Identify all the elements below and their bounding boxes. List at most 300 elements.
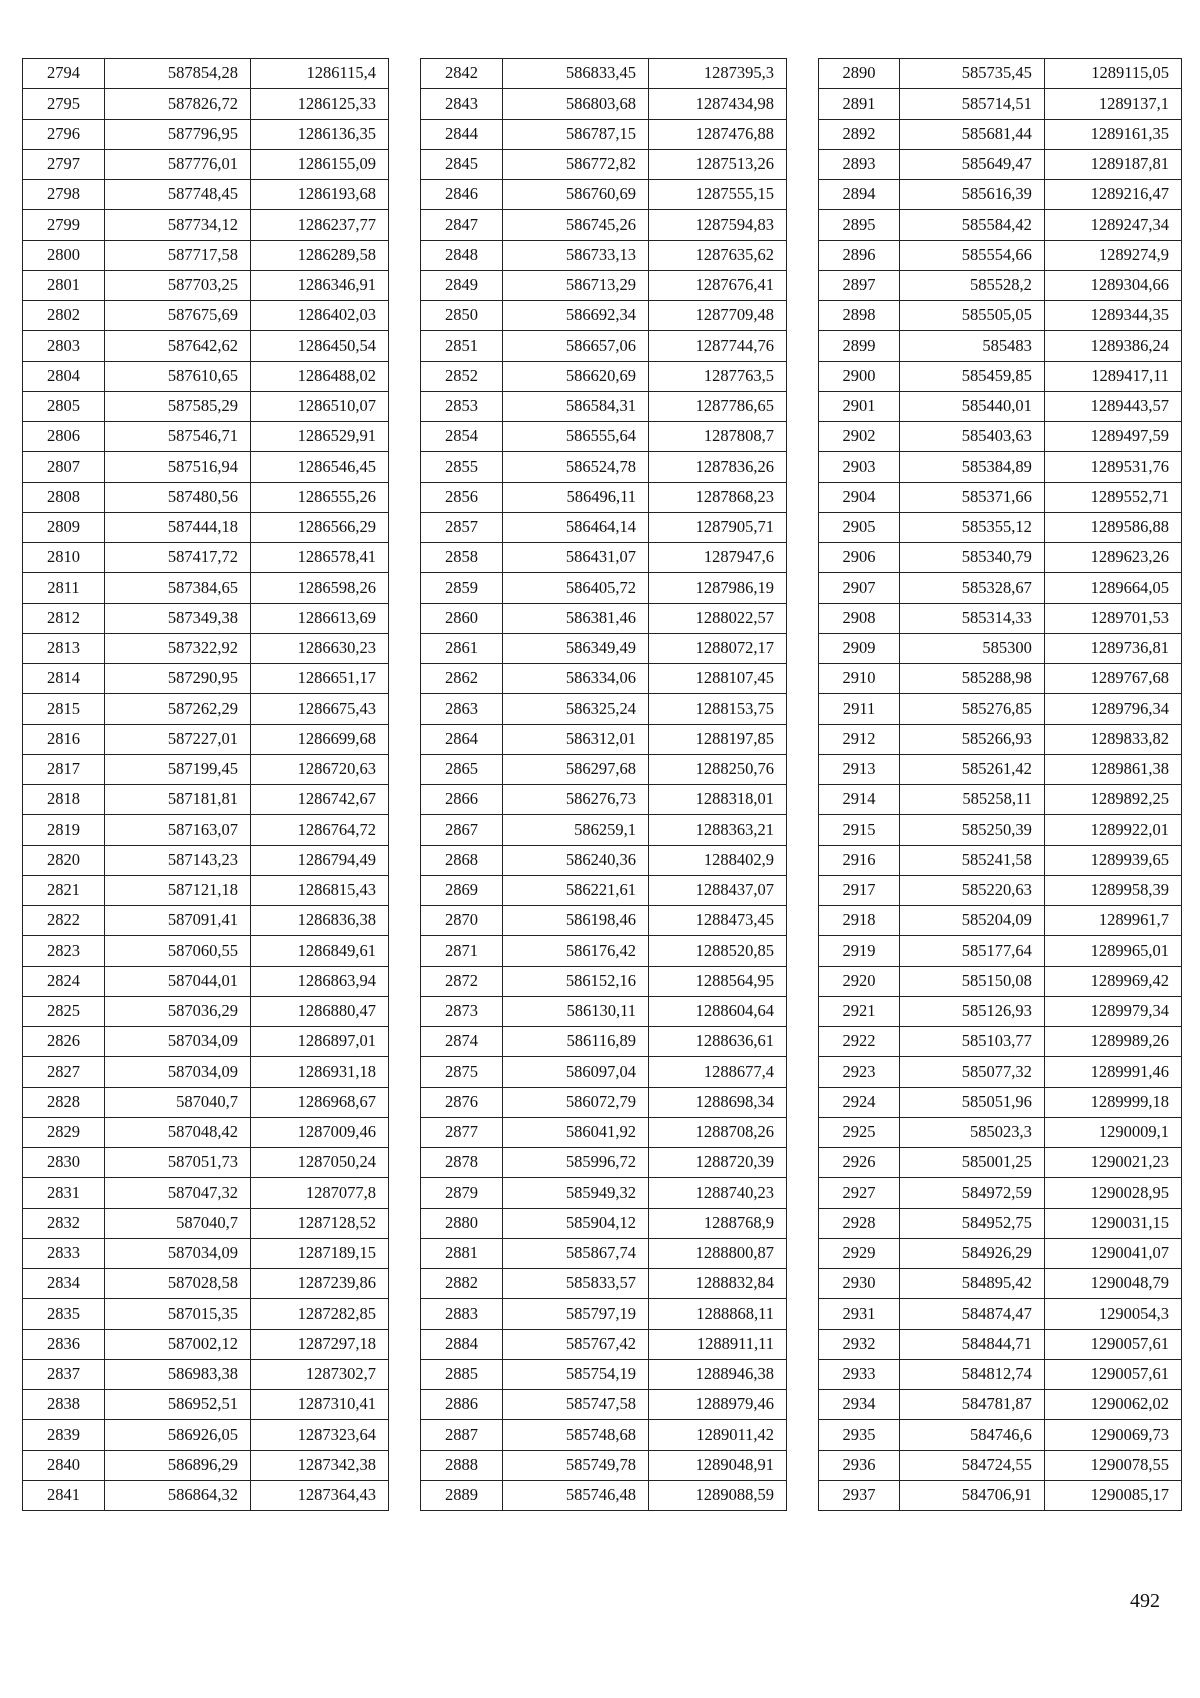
x-coordinate-cell: 587854,28: [105, 59, 251, 89]
point-number-cell: 2821: [23, 875, 105, 905]
y-coordinate-cell: 1290069,73: [1044, 1420, 1181, 1450]
x-coordinate-cell: 585371,66: [900, 482, 1045, 512]
y-coordinate-cell: 1289833,82: [1044, 724, 1181, 754]
table-row: [819, 482, 1182, 512]
x-coordinate-cell: 585749,78: [503, 1450, 649, 1480]
y-coordinate-cell: 1288022,57: [649, 603, 787, 633]
table-row: [421, 754, 787, 784]
point-number-cell: 2875: [421, 1057, 503, 1087]
table-row: [421, 1087, 787, 1117]
point-number-cell: 2870: [421, 906, 503, 936]
x-coordinate-cell: 584874,47: [900, 1299, 1045, 1329]
table-row: [421, 1450, 787, 1480]
x-coordinate-cell: 585754,19: [503, 1359, 649, 1389]
x-coordinate-cell: 585328,67: [900, 573, 1045, 603]
x-coordinate-cell: 584952,75: [900, 1208, 1045, 1238]
x-coordinate-cell: 585767,42: [503, 1329, 649, 1359]
table-row: [421, 331, 787, 361]
point-number-cell: 2910: [819, 664, 900, 694]
y-coordinate-cell: 1289531,76: [1044, 452, 1181, 482]
y-coordinate-cell: 1288250,76: [649, 754, 787, 784]
point-number-cell: 2814: [23, 664, 105, 694]
x-coordinate-cell: 585258,11: [900, 785, 1045, 815]
y-coordinate-cell: 1287476,88: [649, 119, 787, 149]
point-number-cell: 2895: [819, 210, 900, 240]
table-row: [819, 512, 1182, 542]
table-row: [421, 543, 787, 573]
point-number-cell: 2858: [421, 543, 503, 573]
x-coordinate-cell: 585747,58: [503, 1390, 649, 1420]
x-coordinate-cell: 585528,2: [900, 270, 1045, 300]
y-coordinate-cell: 1287050,24: [251, 1148, 389, 1178]
x-coordinate-cell: 586349,49: [503, 633, 649, 663]
y-coordinate-cell: 1289344,35: [1044, 301, 1181, 331]
y-coordinate-cell: 1286630,23: [251, 633, 389, 663]
x-coordinate-cell: 587610,65: [105, 361, 251, 391]
point-number-cell: 2873: [421, 996, 503, 1026]
point-number-cell: 2831: [23, 1178, 105, 1208]
y-coordinate-cell: 1288720,39: [649, 1148, 787, 1178]
point-number-cell: 2818: [23, 785, 105, 815]
point-number-cell: 2897: [819, 270, 900, 300]
table-row: [819, 180, 1182, 210]
y-coordinate-cell: 1287635,62: [649, 240, 787, 270]
table-row: [819, 210, 1182, 240]
x-coordinate-cell: 585220,63: [900, 875, 1045, 905]
y-coordinate-cell: 1287282,85: [251, 1299, 389, 1329]
y-coordinate-cell: 1286555,26: [251, 482, 389, 512]
table-row: [819, 996, 1182, 1026]
point-number-cell: 2878: [421, 1148, 503, 1178]
x-coordinate-cell: 587048,42: [105, 1117, 251, 1147]
point-number-cell: 2820: [23, 845, 105, 875]
x-coordinate-cell: 586152,16: [503, 966, 649, 996]
y-coordinate-cell: 1287189,15: [251, 1238, 389, 1268]
table-row: [23, 1480, 389, 1510]
x-coordinate-cell: 587028,58: [105, 1269, 251, 1299]
point-number-cell: 2839: [23, 1420, 105, 1450]
x-coordinate-cell: 585949,32: [503, 1178, 649, 1208]
point-number-cell: 2885: [421, 1359, 503, 1389]
x-coordinate-cell: 585403,63: [900, 422, 1045, 452]
point-number-cell: 2796: [23, 119, 105, 149]
y-coordinate-cell: 1287009,46: [251, 1117, 389, 1147]
y-coordinate-cell: 1286115,4: [251, 59, 389, 89]
table-row: [819, 270, 1182, 300]
point-number-cell: 2828: [23, 1087, 105, 1117]
x-coordinate-cell: 587349,38: [105, 603, 251, 633]
x-coordinate-cell: 585150,08: [900, 966, 1045, 996]
x-coordinate-cell: 585051,96: [900, 1087, 1045, 1117]
x-coordinate-cell: 586198,46: [503, 906, 649, 936]
table-row: [819, 1148, 1182, 1178]
point-number-cell: 2853: [421, 391, 503, 421]
point-number-cell: 2923: [819, 1057, 900, 1087]
x-coordinate-cell: 585177,64: [900, 936, 1045, 966]
x-coordinate-cell: 585649,47: [900, 149, 1045, 179]
point-number-cell: 2864: [421, 724, 503, 754]
y-coordinate-cell: 1289552,71: [1044, 482, 1181, 512]
table-row: [23, 936, 389, 966]
y-coordinate-cell: 1288800,87: [649, 1238, 787, 1268]
table-row: [421, 694, 787, 724]
point-number-cell: 2898: [819, 301, 900, 331]
x-coordinate-cell: 586926,05: [105, 1420, 251, 1450]
point-number-cell: 2920: [819, 966, 900, 996]
x-coordinate-cell: 587703,25: [105, 270, 251, 300]
x-coordinate-cell: 587002,12: [105, 1329, 251, 1359]
y-coordinate-cell: 1286346,91: [251, 270, 389, 300]
point-number-cell: 2794: [23, 59, 105, 89]
x-coordinate-cell: 586431,07: [503, 543, 649, 573]
point-number-cell: 2937: [819, 1480, 900, 1510]
y-coordinate-cell: 1289417,11: [1044, 361, 1181, 391]
table-row: [819, 573, 1182, 603]
point-number-cell: 2863: [421, 694, 503, 724]
point-number-cell: 2907: [819, 573, 900, 603]
table-row: [23, 1420, 389, 1450]
point-number-cell: 2887: [421, 1420, 503, 1450]
x-coordinate-cell: 587044,01: [105, 966, 251, 996]
point-number-cell: 2842: [421, 59, 503, 89]
point-number-cell: 2892: [819, 119, 900, 149]
x-coordinate-cell: 584812,74: [900, 1359, 1045, 1389]
point-number-cell: 2824: [23, 966, 105, 996]
point-number-cell: 2800: [23, 240, 105, 270]
point-number-cell: 2902: [819, 422, 900, 452]
point-number-cell: 2865: [421, 754, 503, 784]
y-coordinate-cell: 1289922,01: [1044, 815, 1181, 845]
table-row: [819, 906, 1182, 936]
table-row: [819, 633, 1182, 663]
y-coordinate-cell: 1286193,68: [251, 180, 389, 210]
table-row: [819, 694, 1182, 724]
point-number-cell: 2893: [819, 149, 900, 179]
x-coordinate-cell: 585867,74: [503, 1238, 649, 1268]
table-row: [819, 1208, 1182, 1238]
point-number-cell: 2925: [819, 1117, 900, 1147]
y-coordinate-cell: 1288363,21: [649, 815, 787, 845]
x-coordinate-cell: 585554,66: [900, 240, 1045, 270]
point-number-cell: 2827: [23, 1057, 105, 1087]
point-number-cell: 2884: [421, 1329, 503, 1359]
point-number-cell: 2834: [23, 1269, 105, 1299]
point-number-cell: 2855: [421, 452, 503, 482]
y-coordinate-cell: 1288740,23: [649, 1178, 787, 1208]
y-coordinate-cell: 1286578,41: [251, 543, 389, 573]
y-coordinate-cell: 1290085,17: [1044, 1480, 1181, 1510]
table-row: [421, 1329, 787, 1359]
y-coordinate-cell: 1286510,07: [251, 391, 389, 421]
table-row: [421, 1299, 787, 1329]
table-row: [421, 906, 787, 936]
table-row: [23, 845, 389, 875]
point-number-cell: 2927: [819, 1178, 900, 1208]
table-row: [421, 1238, 787, 1268]
point-number-cell: 2888: [421, 1450, 503, 1480]
table-row: [23, 1299, 389, 1329]
y-coordinate-cell: 1288153,75: [649, 694, 787, 724]
table-row: [819, 1450, 1182, 1480]
x-coordinate-cell: 587776,01: [105, 149, 251, 179]
x-coordinate-cell: 584781,87: [900, 1390, 1045, 1420]
x-coordinate-cell: 587227,01: [105, 724, 251, 754]
x-coordinate-cell: 585483: [900, 331, 1045, 361]
point-number-cell: 2841: [23, 1480, 105, 1510]
table-row: [421, 422, 787, 452]
point-number-cell: 2901: [819, 391, 900, 421]
y-coordinate-cell: 1288197,85: [649, 724, 787, 754]
point-number-cell: 2838: [23, 1390, 105, 1420]
y-coordinate-cell: 1289011,42: [649, 1420, 787, 1450]
y-coordinate-cell: 1289048,91: [649, 1450, 787, 1480]
y-coordinate-cell: 1286880,47: [251, 996, 389, 1026]
x-coordinate-cell: 584844,71: [900, 1329, 1045, 1359]
y-coordinate-cell: 1289586,88: [1044, 512, 1181, 542]
x-coordinate-cell: 584972,59: [900, 1178, 1045, 1208]
x-coordinate-cell: 585241,58: [900, 845, 1045, 875]
table-row: [819, 1117, 1182, 1147]
point-number-cell: 2900: [819, 361, 900, 391]
x-coordinate-cell: 587826,72: [105, 89, 251, 119]
x-coordinate-cell: 586041,92: [503, 1117, 649, 1147]
coordinate-tables: [22, 58, 1182, 1576]
x-coordinate-cell: 585505,05: [900, 301, 1045, 331]
x-coordinate-cell: 586405,72: [503, 573, 649, 603]
x-coordinate-cell: 587181,81: [105, 785, 251, 815]
y-coordinate-cell: 1289161,35: [1044, 119, 1181, 149]
point-number-cell: 2914: [819, 785, 900, 815]
point-number-cell: 2913: [819, 754, 900, 784]
x-coordinate-cell: 587051,73: [105, 1148, 251, 1178]
point-number-cell: 2879: [421, 1178, 503, 1208]
table-row: [819, 240, 1182, 270]
point-number-cell: 2846: [421, 180, 503, 210]
point-number-cell: 2904: [819, 482, 900, 512]
x-coordinate-cell: 585833,57: [503, 1269, 649, 1299]
point-number-cell: 2857: [421, 512, 503, 542]
x-coordinate-cell: 585735,45: [900, 59, 1045, 89]
x-coordinate-cell: 586116,89: [503, 1027, 649, 1057]
point-number-cell: 2908: [819, 603, 900, 633]
y-coordinate-cell: 1286402,03: [251, 301, 389, 331]
x-coordinate-cell: 585584,42: [900, 210, 1045, 240]
y-coordinate-cell: 1288520,85: [649, 936, 787, 966]
point-number-cell: 2932: [819, 1329, 900, 1359]
x-coordinate-cell: 586325,24: [503, 694, 649, 724]
y-coordinate-cell: 1287808,7: [649, 422, 787, 452]
coordinate-table-2: [420, 58, 787, 1511]
table-row: [23, 1117, 389, 1147]
x-coordinate-cell: 585340,79: [900, 543, 1045, 573]
y-coordinate-cell: 1288402,9: [649, 845, 787, 875]
y-coordinate-cell: 1289115,05: [1044, 59, 1181, 89]
y-coordinate-cell: 1286742,67: [251, 785, 389, 815]
x-coordinate-cell: 587748,45: [105, 180, 251, 210]
table-row: [819, 966, 1182, 996]
x-coordinate-cell: 587034,09: [105, 1238, 251, 1268]
x-coordinate-cell: 587717,58: [105, 240, 251, 270]
table-row: [421, 1027, 787, 1057]
table-row: [421, 664, 787, 694]
x-coordinate-cell: 585746,48: [503, 1480, 649, 1510]
y-coordinate-cell: 1289088,59: [649, 1480, 787, 1510]
point-number-cell: 2871: [421, 936, 503, 966]
point-number-cell: 2822: [23, 906, 105, 936]
table-row: [421, 785, 787, 815]
x-coordinate-cell: 586787,15: [503, 119, 649, 149]
y-coordinate-cell: 1288677,4: [649, 1057, 787, 1087]
point-number-cell: 2819: [23, 815, 105, 845]
y-coordinate-cell: 1290057,61: [1044, 1329, 1181, 1359]
y-coordinate-cell: 1286849,61: [251, 936, 389, 966]
y-coordinate-cell: 1287947,6: [649, 543, 787, 573]
x-coordinate-cell: 586760,69: [503, 180, 649, 210]
x-coordinate-cell: 585300: [900, 633, 1045, 663]
x-coordinate-cell: 587585,29: [105, 391, 251, 421]
table-row: [421, 815, 787, 845]
table-row: [819, 301, 1182, 331]
y-coordinate-cell: 1290078,55: [1044, 1450, 1181, 1480]
x-coordinate-cell: 587015,35: [105, 1299, 251, 1329]
point-number-cell: 2906: [819, 543, 900, 573]
y-coordinate-cell: 1289137,1: [1044, 89, 1181, 119]
point-number-cell: 2823: [23, 936, 105, 966]
y-coordinate-cell: 1287323,64: [251, 1420, 389, 1450]
x-coordinate-cell: 586952,51: [105, 1390, 251, 1420]
table-row: [819, 754, 1182, 784]
table-row: [23, 996, 389, 1026]
y-coordinate-cell: 1287594,83: [649, 210, 787, 240]
table-row: [819, 875, 1182, 905]
x-coordinate-cell: 587796,95: [105, 119, 251, 149]
y-coordinate-cell: 1288768,9: [649, 1208, 787, 1238]
x-coordinate-cell: 586584,31: [503, 391, 649, 421]
point-number-cell: 2829: [23, 1117, 105, 1147]
x-coordinate-cell: 586072,79: [503, 1087, 649, 1117]
x-coordinate-cell: 585904,12: [503, 1208, 649, 1238]
x-coordinate-cell: 587163,07: [105, 815, 251, 845]
point-number-cell: 2882: [421, 1269, 503, 1299]
point-number-cell: 2924: [819, 1087, 900, 1117]
point-number-cell: 2804: [23, 361, 105, 391]
x-coordinate-cell: 586983,38: [105, 1359, 251, 1389]
y-coordinate-cell: 1288473,45: [649, 906, 787, 936]
x-coordinate-cell: 585276,85: [900, 694, 1045, 724]
point-number-cell: 2830: [23, 1148, 105, 1178]
table-row: [23, 633, 389, 663]
table-row: [819, 543, 1182, 573]
point-number-cell: 2835: [23, 1299, 105, 1329]
point-number-cell: 2921: [819, 996, 900, 1026]
point-number-cell: 2866: [421, 785, 503, 815]
table-row: [819, 845, 1182, 875]
point-number-cell: 2808: [23, 482, 105, 512]
y-coordinate-cell: 1289999,18: [1044, 1087, 1181, 1117]
x-coordinate-cell: 585204,09: [900, 906, 1045, 936]
x-coordinate-cell: 586381,46: [503, 603, 649, 633]
y-coordinate-cell: 1287395,3: [649, 59, 787, 89]
point-number-cell: 2915: [819, 815, 900, 845]
y-coordinate-cell: 1287786,65: [649, 391, 787, 421]
y-coordinate-cell: 1287763,5: [649, 361, 787, 391]
table-row: [421, 391, 787, 421]
table-row: [421, 1057, 787, 1087]
table-row: [23, 482, 389, 512]
point-number-cell: 2877: [421, 1117, 503, 1147]
y-coordinate-cell: 1289247,34: [1044, 210, 1181, 240]
table-row: [421, 1359, 787, 1389]
y-coordinate-cell: 1289965,01: [1044, 936, 1181, 966]
y-coordinate-cell: 1289991,46: [1044, 1057, 1181, 1087]
point-number-cell: 2880: [421, 1208, 503, 1238]
table-row: [819, 603, 1182, 633]
point-number-cell: 2869: [421, 875, 503, 905]
table-row: [23, 1087, 389, 1117]
point-number-cell: 2930: [819, 1269, 900, 1299]
table-row: [819, 936, 1182, 966]
point-number-cell: 2799: [23, 210, 105, 240]
point-number-cell: 2851: [421, 331, 503, 361]
x-coordinate-cell: 586772,82: [503, 149, 649, 179]
coordinate-table-3: [818, 58, 1182, 1511]
x-coordinate-cell: 584746,6: [900, 1420, 1045, 1450]
x-coordinate-cell: 587734,12: [105, 210, 251, 240]
y-coordinate-cell: 1286237,77: [251, 210, 389, 240]
y-coordinate-cell: 1286289,58: [251, 240, 389, 270]
point-number-cell: 2810: [23, 543, 105, 573]
y-coordinate-cell: 1286675,43: [251, 694, 389, 724]
y-coordinate-cell: 1289796,34: [1044, 694, 1181, 724]
point-number-cell: 2896: [819, 240, 900, 270]
y-coordinate-cell: 1289961,7: [1044, 906, 1181, 936]
point-number-cell: 2919: [819, 936, 900, 966]
x-coordinate-cell: 585001,25: [900, 1148, 1045, 1178]
table-row: [421, 240, 787, 270]
point-number-cell: 2933: [819, 1359, 900, 1389]
point-number-cell: 2891: [819, 89, 900, 119]
x-coordinate-cell: 585077,32: [900, 1057, 1045, 1087]
x-coordinate-cell: 586240,36: [503, 845, 649, 875]
point-number-cell: 2874: [421, 1027, 503, 1057]
point-number-cell: 2889: [421, 1480, 503, 1510]
point-number-cell: 2916: [819, 845, 900, 875]
point-number-cell: 2909: [819, 633, 900, 663]
point-number-cell: 2802: [23, 301, 105, 331]
y-coordinate-cell: 1290041,07: [1044, 1238, 1181, 1268]
point-number-cell: 2883: [421, 1299, 503, 1329]
y-coordinate-cell: 1286931,18: [251, 1057, 389, 1087]
point-number-cell: 2850: [421, 301, 503, 331]
point-number-cell: 2832: [23, 1208, 105, 1238]
table-row: [421, 1390, 787, 1420]
table-row: [421, 452, 787, 482]
x-coordinate-cell: 587384,65: [105, 573, 251, 603]
point-number-cell: 2859: [421, 573, 503, 603]
point-number-cell: 2922: [819, 1027, 900, 1057]
x-coordinate-cell: 585126,93: [900, 996, 1045, 1026]
y-coordinate-cell: 1289216,47: [1044, 180, 1181, 210]
table-row: [421, 1148, 787, 1178]
table-row: [23, 1450, 389, 1480]
y-coordinate-cell: 1290028,95: [1044, 1178, 1181, 1208]
x-coordinate-cell: 586555,64: [503, 422, 649, 452]
table-row: [23, 452, 389, 482]
table-row: [421, 633, 787, 663]
x-coordinate-cell: 586620,69: [503, 361, 649, 391]
table-row: [421, 996, 787, 1026]
table-row: [23, 664, 389, 694]
